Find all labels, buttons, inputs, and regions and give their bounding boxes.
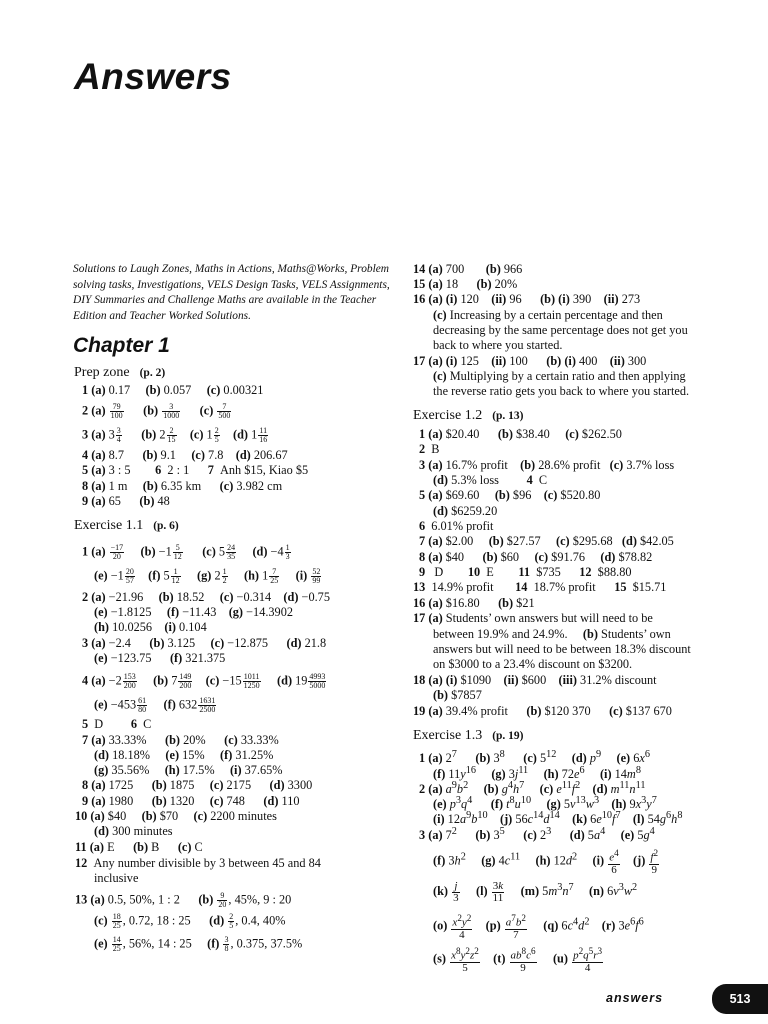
answer-line: 9 (a) 1980 (b) 1320 (c) 748 (d) 110 bbox=[82, 794, 300, 808]
answer-line: (f) $11y^{16}$ (g) $3j^{11}$ (h) $72e^6$ (i) $14m^8$ bbox=[433, 765, 641, 782]
answer-line: (d) 5.3% loss 4 C bbox=[433, 473, 548, 487]
answer-line: 3 (a) 16.7% profit (b) 28.6% profit (c) 3.7% loss bbox=[419, 458, 675, 472]
answer-line: 8 (a) 1 m (b) 6.35 km (c) 3.982 cm bbox=[82, 479, 283, 493]
answer-line: 18 (a) (i) $1090 (ii) $600 (iii) 31.2% discount bbox=[413, 673, 657, 687]
answer-line: 1 (a) $2^7$ (b) $3^8$ (c) $5^{12}$ (d) $p^9$ (e) $6x^6$ bbox=[419, 749, 650, 766]
answer-line: 5 D 6 C bbox=[82, 717, 152, 731]
answer-line: (k) $\frac{j}{3}$ (l) $\frac{3k}{11}$ (m) $5m^3n^7$ (n) $6v^3w^2$ bbox=[433, 879, 638, 904]
page-reference: (p. 2) bbox=[139, 367, 166, 379]
answer-line: 16 (a) (i) 120 (ii) 96 (b) (i) 390 (ii) 273 bbox=[413, 292, 641, 306]
answer-line: (g) 35.56% (h) 17.5% (i) 37.65% bbox=[94, 763, 283, 777]
answer-line: (e) $\frac{14}{25}$ , 56%, 14 : 25 (f) $\frac{3}{8}$ , 0.375, 37.5% bbox=[94, 935, 303, 953]
answer-line: on $3000 to a 23.4% discount on $3200. bbox=[433, 657, 633, 671]
answer-line: (e) $p^3q^4$ (f) $t^8u^{10}$ (g) $5v^{13}w^3$ (h) $9x^3y^7$ bbox=[433, 795, 657, 812]
answer-line: 11 (a) E (b) B (c) C bbox=[75, 840, 203, 854]
answer-line: 5 (a) $69.60 (b) $96 (c) $520.80 bbox=[419, 488, 601, 502]
answer-line: (d) $6259.20 bbox=[433, 504, 498, 518]
answer-line: 17 (a) Students’ own answers but will need to be bbox=[413, 611, 653, 625]
answer-line: 16 (a) $16.80 (b) $21 bbox=[413, 596, 535, 610]
answer-line: 19 (a) 39.4% profit (b) $120 370 (c) $137 670 bbox=[413, 704, 672, 718]
page-reference: (p. 19) bbox=[492, 730, 524, 742]
answer-line: 1 (a) $20.40 (b) $38.40 (c) $262.50 bbox=[419, 427, 622, 441]
section-title: Exercise 1.2 bbox=[413, 408, 483, 423]
answer-line: 1 (a) 0.17 (b) 0.057 (c) 0.00321 bbox=[82, 383, 264, 397]
section-title: Exercise 1.1 bbox=[74, 518, 144, 533]
page-number-badge: 513 bbox=[712, 984, 768, 1014]
answer-line: decreasing by the same percentage does not get you bbox=[433, 323, 688, 337]
answer-line: 1 (a) $\frac{-17}{20}$ (b) −1 $\frac{5}{12}$ (c) 5 $\frac{24}{35}$ (d) −4 $\frac{1}{3}$ bbox=[82, 543, 290, 561]
answer-line: 2 B bbox=[419, 442, 440, 456]
answer-line: (i) $12a^9b^{10}$ (j) $56c^{14}d^{14}$ (k) $6e^{10}f^7$ (l) $54g^6h^8$ bbox=[433, 810, 683, 827]
answer-line: 13 14.9% profit 14 18.7% profit 15 $15.71 bbox=[413, 580, 667, 594]
answer-line: 14 (a) 700 (b) 966 bbox=[413, 262, 523, 276]
answer-line: (c) Multiplying by a certain ratio and then applying bbox=[433, 369, 686, 383]
answer-line: (e) −123.75 (f) 321.375 bbox=[94, 651, 226, 665]
answer-line: 3 (a) −2.4 (b) 3.125 (c) −12.875 (d) 21.8 bbox=[82, 636, 327, 650]
answer-line: 17 (a) (i) 125 (ii) 100 (b) (i) 400 (ii) 300 bbox=[413, 354, 647, 368]
section-heading bbox=[413, 408, 524, 424]
answer-line: (b) $7857 bbox=[433, 688, 482, 702]
answer-line: between 19.9% and 24.9%. (b) Students’ own bbox=[433, 627, 671, 641]
answer-line: answers but will need to be between 18.3% discount bbox=[433, 642, 691, 656]
intro-note: Solutions to Laugh Zones, Maths in Actions, Maths@Works, Problem solving tasks, Investigations, VELS Design Tasks, VELS Assignments, DIY Summaries and Challenge Maths are available in the Teacher Edition and Teacher Worked Solutions. bbox=[73, 263, 390, 322]
answer-line: 6 6.01% profit bbox=[419, 519, 494, 533]
answer-line: (h) 10.0256 (i) 0.104 bbox=[94, 620, 207, 634]
answer-line: 2 (a) $a^9b^2$ (b) $g^4h^7$ (c) $e^{11}f^2$ (d) $m^{11}n^{11}$ bbox=[419, 780, 646, 797]
chapter-heading: Chapter 1 bbox=[73, 334, 170, 357]
answer-line: 7 (a) 33.33% (b) 20% (c) 33.33% bbox=[82, 733, 279, 747]
section-heading bbox=[74, 365, 165, 381]
page-reference: (p. 6) bbox=[153, 520, 179, 532]
answer-line: (e) −453 $\frac{61}{80}$ (f) 632 $\frac{1631}{2500}$ bbox=[94, 696, 216, 714]
section-title: Exercise 1.3 bbox=[413, 728, 483, 743]
answer-line: inclusive bbox=[94, 871, 139, 885]
page-title: Answers bbox=[74, 56, 232, 97]
answer-line: 15 (a) 18 (b) 20% bbox=[413, 277, 518, 291]
answer-line: (c) Increasing by a certain percentage and then bbox=[433, 308, 663, 322]
page-reference: (p. 13) bbox=[492, 410, 524, 422]
answer-line: (d) 18.18% (e) 15% (f) 31.25% bbox=[94, 748, 274, 762]
answer-line: 7 (a) $2.00 (b) $27.57 (c) $295.68 (d) $42.05 bbox=[419, 534, 674, 548]
answer-line: 10 (a) $40 (b) $70 (c) 2200 minutes bbox=[75, 809, 277, 823]
answer-line: back to where you started. bbox=[433, 338, 563, 352]
answer-line: (o) $\frac{x^2y^2}{4}$ (p) $\frac{a^7b^2}{7}$ (q) $6c^4d^2$ (r) $3e^6f^6$ bbox=[433, 913, 644, 941]
answer-line: (d) 300 minutes bbox=[94, 824, 173, 838]
answer-line: (c) $\frac{18}{25}$ , 0.72, 18 : 25 (d) $\frac{2}{5}$ , 0.4, 40% bbox=[94, 912, 286, 930]
answer-line: (e) −1 $\frac{20}{57}$ (f) 5 $\frac{1}{12}$ (g) 2 $\frac{1}{2}$ (h) 1 $\frac{7}{25}$ (i) $\frac{52}{99}$ bbox=[94, 567, 321, 585]
answer-line: 4 (a) 8.7 (b) 9.1 (c) 7.8 (d) 206.67 bbox=[82, 448, 288, 462]
answer-line: (f) $3h^2$ (g) $4c^{11}$ (h) $12d^2$ (i) $\frac{e^4}{6}$ (j) $\frac{f^2}{9}$ bbox=[433, 848, 659, 876]
section-title: Prep zone bbox=[74, 365, 130, 380]
answer-line: 2 (a) −21.96 (b) 18.52 (c) −0.314 (d) −0.75 bbox=[82, 590, 330, 604]
section-heading bbox=[413, 728, 524, 744]
answer-line: 2 (a) $\frac{79}{100}$ (b) $\frac{3}{1000}$ (c) $\frac{7}{500}$ bbox=[82, 402, 231, 420]
answer-line: the reverse ratio gets you back to where you started. bbox=[433, 384, 690, 398]
answer-line: 3 (a) $7^2$ (b) $3^5$ (c) $2^3$ (d) $5a^4$ (e) $5g^4$ bbox=[419, 826, 655, 843]
answer-line: 5 (a) 3 : 5 6 2 : 1 7 Anh $15, Kiao $5 bbox=[82, 463, 309, 477]
answer-line: (e) −1.8125 (f) −11.43 (g) −14.3902 bbox=[94, 605, 294, 619]
footer-section-label: answers bbox=[606, 991, 664, 1005]
answer-line: 3 (a) 3 $\frac{3}{4}$ (b) 2 $\frac{2}{15}$ (c) 1 $\frac{2}{5}$ (d) 1 $\frac{11}{16}$ bbox=[82, 426, 268, 444]
answer-line: 9 D 10 E 11 $735 12 $88.80 bbox=[419, 565, 632, 579]
section-heading bbox=[74, 518, 179, 534]
answer-line: 8 (a) $40 (b) $60 (c) $91.76 (d) $78.82 bbox=[419, 550, 653, 564]
answer-line: 8 (a) 1725 (b) 1875 (c) 2175 (d) 3300 bbox=[82, 778, 313, 792]
answer-line: 4 (a) −2 $\frac{153}{200}$ (b) 7 $\frac{149}{200}$ (c) −15 $\frac{1011}{1250}$ (d) 19 $\frac{4993}{5000}$ bbox=[82, 672, 326, 690]
answer-line: (s) $\frac{x^8y^2z^2}{5}$ (t) $\frac{ab^8c^6}{9}$ (u) $\frac{p^2q^5r^3}{4}$ bbox=[433, 946, 603, 974]
answer-line: 13 (a) 0.5, 50%, 1 : 2 (b) $\frac{9}{20}$ , 45%, 9 : 20 bbox=[75, 891, 292, 909]
answer-line: 9 (a) 65 (b) 48 bbox=[82, 494, 170, 508]
answer-line: 12 Any number divisible by 3 between 45 and 84 bbox=[75, 856, 321, 870]
